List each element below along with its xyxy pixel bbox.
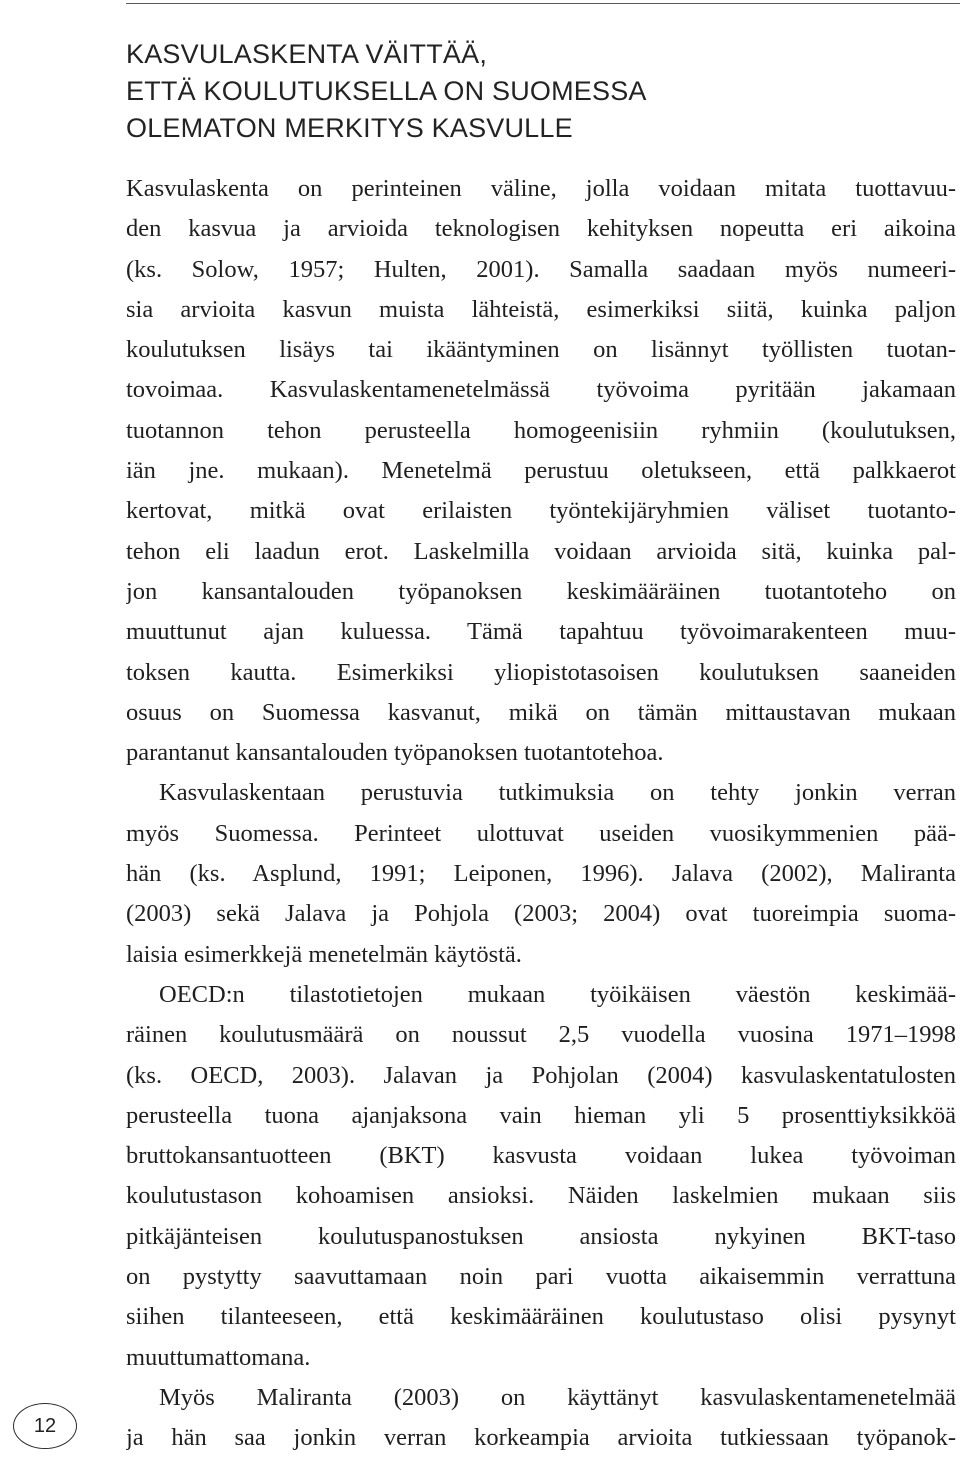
text-line: (2003) sekä Jalava ja Pohjola (2003; 2004) ovat tuoreimpia suoma- [126,900,956,928]
text-line: bruttokansantuotteen (BKT) kasvusta voidaan lukea työvoiman [126,1142,956,1170]
text-line: on pystytty saavuttamaan noin pari vuotta aikaisemmin verrattuna [126,1263,956,1291]
text-line: perusteella tuona ajanjaksona vain hieman yli 5 prosenttiyksikköä [126,1101,956,1129]
text-line: toksen kautta. Esimerkiksi yliopistotasoisen koulutuksen saaneiden [126,658,956,686]
text-line: kertovat, mitkä ovat erilaisten työntekijäryhmien väliset tuotanto- [126,497,956,525]
text-line: muuttunut ajan kuluessa. Tämä tapahtuu työvoimarakenteen muu- [126,618,956,646]
text-line: koulutustason kohoamisen ansioksi. Näiden laskelmien mukaan siis [126,1182,956,1210]
text-line: laisia esimerkkejä menetelmän käytöstä. [126,940,522,968]
text-line: koulutuksen lisäys tai ikääntyminen on lisännyt työllisten tuotan- [126,336,956,364]
heading-line: KASVULASKENTA VÄITTÄÄ, [126,39,488,69]
section-heading [126,36,946,147]
text-line: siihen tilanteeseen, että keskimääräinen koulutustaso olisi pysynyt [126,1303,956,1331]
text-line: myös Suomessa. Perinteet ulottuvat useiden vuosikymmenien pää- [126,819,956,847]
text-line: iän jne. mukaan). Menetelmä perustuu oletukseen, että palkkaerot [126,457,956,485]
text-line: den kasvua ja arvioida teknologisen kehityksen nopeutta eri aikoina [126,215,956,243]
text-line: Myös Maliranta (2003) on käyttänyt kasvulaskentamenetelmää [159,1383,956,1411]
text-line: hän (ks. Asplund, 1991; Leiponen, 1996). Jalava (2002), Maliranta [126,860,956,888]
text-line: tuotannon tehon perusteella homogeenisiin ryhmiin (koulutuksen, [126,416,956,444]
top-rule [126,3,960,4]
text-line: tehon eli laadun erot. Laskelmilla voidaan arvioida sitä, kuinka pal- [126,537,956,565]
text-line: (ks. Solow, 1957; Hulten, 2001). Samalla saadaan myös numeeri- [126,255,956,283]
text-line: sia arvioita kasvun muista lähteistä, esimerkiksi siitä, kuinka paljon [126,295,956,323]
text-line: muuttumattomana. [126,1343,311,1371]
text-line: ja hän saa jonkin verran korkeampia arvioita tutkiessaan työpanok- [126,1424,956,1452]
text-line: Kasvulaskentaan perustuvia tutkimuksia on tehty jonkin verran [159,779,956,807]
text-line: OECD:n tilastotietojen mukaan työikäisen väestön keskimää- [159,980,956,1008]
body-text [126,169,956,1459]
page-number [13,1403,77,1449]
page-number-text: 12 [33,1414,57,1437]
heading-line: ETTÄ KOULUTUKSELLA ON SUOMESSA [126,76,647,106]
text-line: jon kansantalouden työpanoksen keskimääräinen tuotantoteho on [126,577,956,605]
text-line: räinen koulutusmäärä on noussut 2,5 vuodella vuosina 1971–1998 [126,1021,956,1049]
text-line: (ks. OECD, 2003). Jalavan ja Pohjolan (2004) kasvulaskentatulosten [126,1061,956,1089]
text-line: tovoimaa. Kasvulaskentamenetelmässä työvoima pyritään jakamaan [126,376,956,404]
text-line: Kasvulaskenta on perinteinen väline, jolla voidaan mitata tuottavuu- [126,175,956,202]
text-line: osuus on Suomessa kasvanut, mikä on tämän mittaustavan mukaan [126,698,956,726]
text-line: parantanut kansantalouden työpanoksen tuotantotehoa. [126,739,664,767]
text-line: pitkäjänteisen koulutuspanostuksen ansiosta nykyinen BKT-taso [126,1222,956,1250]
heading-line: OLEMATON MERKITYS KASVULLE [126,113,573,143]
